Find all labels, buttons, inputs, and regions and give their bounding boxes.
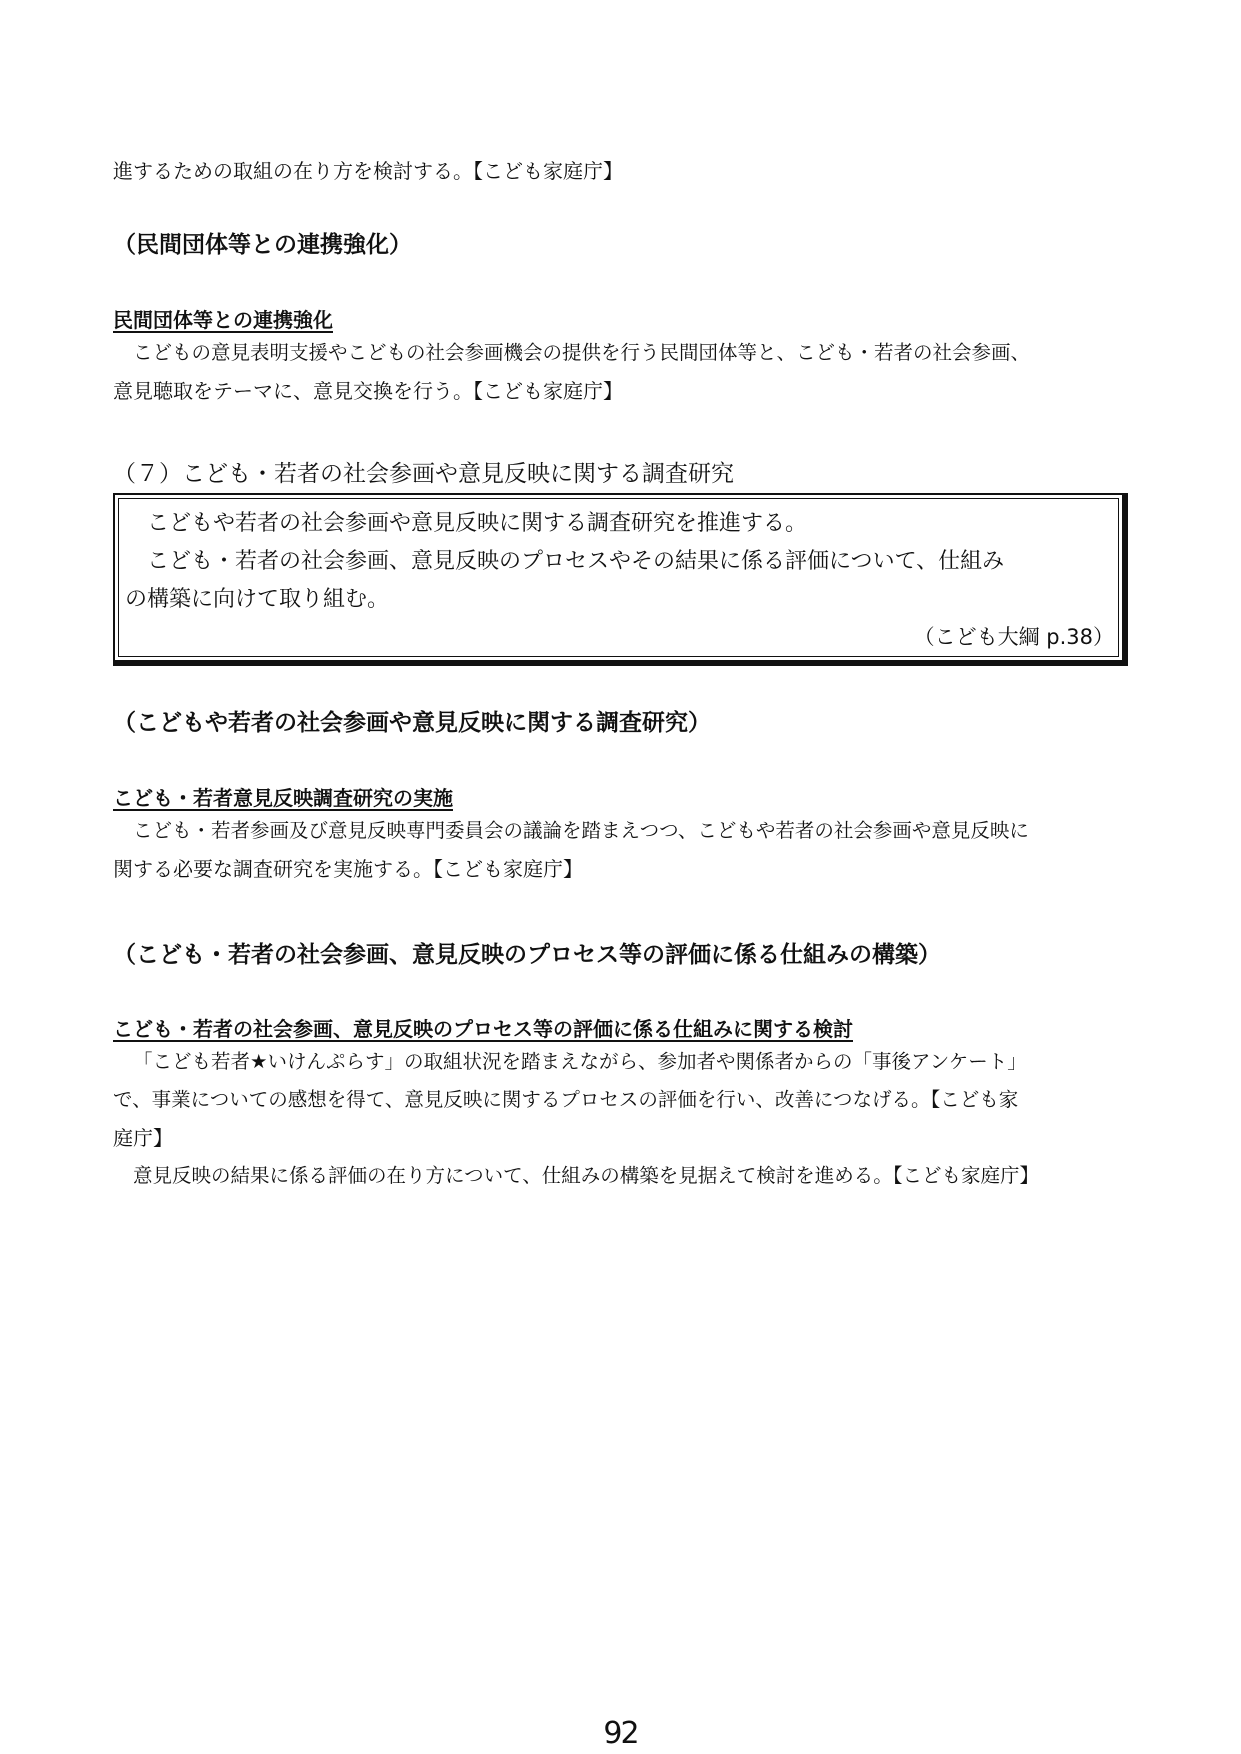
numbered-heading-block — [113, 459, 1133, 489]
outline-box-content — [118, 498, 1119, 657]
section-research — [113, 708, 1133, 738]
section-evaluation — [113, 940, 1133, 970]
box-line: の構築に向けて取り組む。 — [125, 587, 390, 612]
section-partnership-body — [113, 306, 1133, 410]
section-heading: （こども・若者の社会参画、意見反映のプロセス等の評価に係る仕組みの構築） — [113, 942, 941, 968]
section-heading: （こどもや若者の社会参画や意見反映に関する調査研究） — [113, 710, 711, 736]
paragraph-line: で、事業についての感想を得て、意見反映に関するプロセスの評価を行い、改善につなげる。【こども家 — [113, 1088, 1019, 1111]
continuation-text: 進するための取組の在り方を検討する。【こども家庭庁】 — [113, 159, 623, 183]
numbered-heading: （７）こども・若者の社会参画や意見反映に関する調査研究 — [113, 461, 734, 487]
page-number: 92 — [603, 1716, 638, 1751]
paragraph-line: 意見聴取をテーマに、意見交換を行う。【こども家庭庁】 — [113, 379, 623, 403]
section-heading: （民間団体等との連携強化） — [113, 232, 412, 258]
paragraph-line: 「こども若者★いけんぷらす」の取組状況を踏まえながら、参加者や関係者からの「事後アンケート」 — [133, 1050, 1027, 1073]
sub-heading: こども・若者意見反映調査研究の実施 — [113, 786, 453, 810]
paragraph-line: 意見反映の結果に係る評価の在り方について、仕組みの構築を見据えて検討を進める。【こども家庭庁】 — [133, 1164, 1039, 1187]
paragraph-line: こども・若者参画及び意見反映専門委員会の議論を踏まえつつ、こどもや若者の社会参画や意見反映に — [133, 819, 1029, 842]
paragraph-line: 庭庁】 — [113, 1126, 173, 1150]
section-research-body — [113, 784, 1133, 888]
box-source: （こども大綱 p.38） — [913, 625, 1114, 649]
continuation-paragraph — [113, 152, 1133, 190]
paragraph-line: 関する必要な調査研究を実施する。【こども家庭庁】 — [113, 857, 583, 881]
section-evaluation-body — [113, 1015, 1133, 1195]
paragraph-line: こどもの意見表明支援やこどもの社会参画機会の提供を行う民間団体等と、こども・若者の社会参画、 — [133, 341, 1031, 364]
outline-box — [113, 493, 1128, 666]
box-line: こどもや若者の社会参画や意見反映に関する調査研究を推進する。 — [147, 511, 808, 536]
sub-heading: 民間団体等との連携強化 — [113, 308, 333, 332]
box-line: こども・若者の社会参画、意見反映のプロセスやその結果に係る評価について、仕組み — [147, 549, 1005, 574]
section-partnership — [113, 230, 1133, 260]
sub-heading: こども・若者の社会参画、意見反映のプロセス等の評価に係る仕組みに関する検討 — [113, 1017, 853, 1041]
